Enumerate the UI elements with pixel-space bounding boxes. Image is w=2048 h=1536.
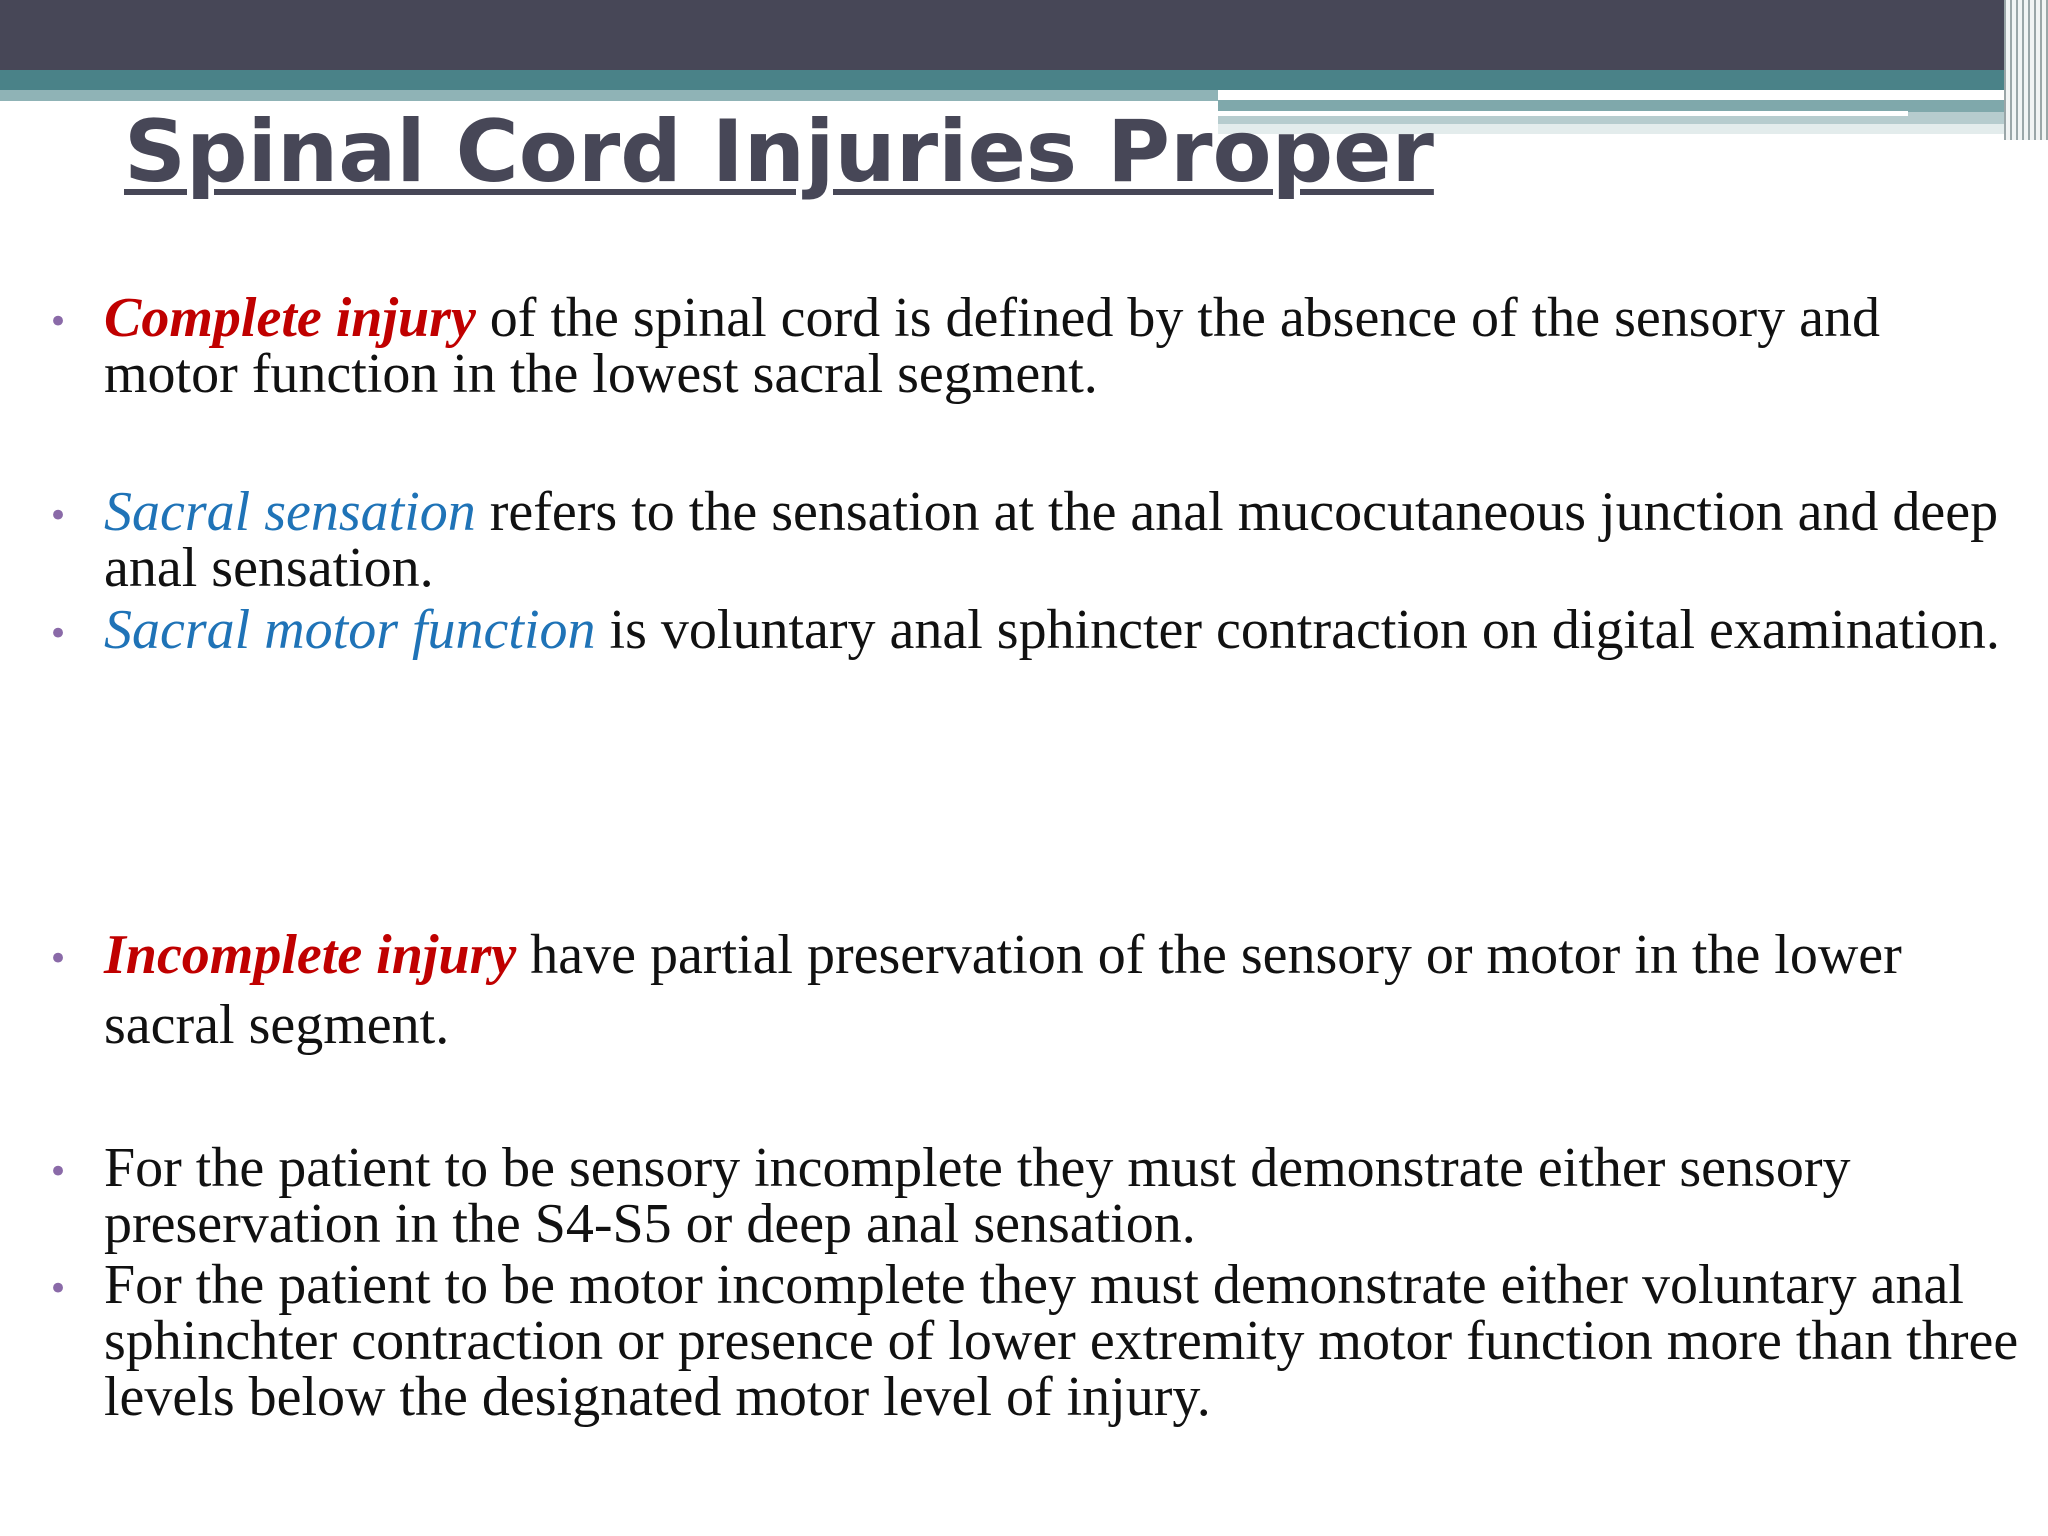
bullet-text	[104, 287, 2024, 405]
term-sacral-sensation: Sacral sensation	[104, 481, 476, 543]
bullet-dot-icon: •	[48, 614, 69, 654]
bullet-body: refers to the sensation at the anal mucocutaneous junction and deep anal sensation.	[104, 481, 1999, 599]
term-incomplete-injury: Incomplete injury	[104, 924, 517, 986]
bullet-dot-icon: •	[48, 302, 69, 342]
header-bar-dark	[0, 0, 2048, 70]
bullet-body: of the spinal cord is defined by the absence of the sensory and motor function in the lowest sacral segment.	[104, 287, 1881, 405]
page-title: Spinal Cord Injuries Proper	[124, 102, 1434, 202]
bullet-text	[104, 599, 2024, 661]
header-bar-teal-light	[0, 90, 1218, 101]
bullet-body: is voluntary anal sphincter contraction on digital examination.	[595, 599, 2000, 661]
edge-stripes	[2004, 0, 2048, 140]
bullet-text: For the patient to be sensory incomplete they must demonstrate either sensory preservation in the S4-S5 or deep anal sensation.	[104, 1137, 1851, 1255]
bullet-dot-icon: •	[48, 1152, 69, 1192]
bullet-dot-icon: •	[48, 496, 69, 536]
bullet-text: For the patient to be motor incomplete they must demonstrate either voluntary anal sphinchter contraction or presence of lower extremity motor function more than three levels below the designated motor level of injury.	[104, 1254, 2019, 1428]
bullet-text	[104, 920, 2024, 1060]
term-complete-injury: Complete injury	[104, 287, 476, 349]
bullet-body: have partial preservation of the sensory or motor in the lower sacral segment.	[104, 924, 1902, 1056]
bullet-dot-icon: •	[48, 1269, 69, 1309]
header-bar-teal	[0, 70, 2048, 90]
term-sacral-motor-function: Sacral motor function	[104, 599, 596, 661]
bullet-text	[104, 481, 2024, 599]
bullet-dot-icon: •	[48, 939, 69, 979]
